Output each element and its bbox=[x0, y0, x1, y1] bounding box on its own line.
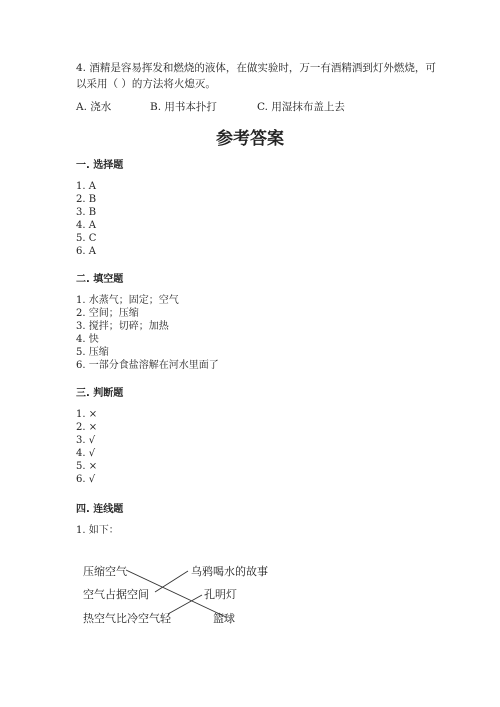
match-left-item: 热空气比冷空气轻 bbox=[83, 612, 171, 625]
section-heading-fill: 二. 填空题 bbox=[76, 274, 124, 285]
match-left-item: 压缩空气 bbox=[83, 565, 127, 578]
match-right-item: 篮球 bbox=[213, 612, 235, 625]
answer-item: 6. A bbox=[76, 246, 96, 257]
match-right-item: 孔明灯 bbox=[204, 588, 237, 601]
question-4-line-2: 以采用（ ）的方法将火熄灭。 bbox=[76, 78, 216, 90]
answer-item: 5. C bbox=[76, 233, 97, 244]
answer-item: 4. 快 bbox=[76, 334, 99, 345]
answer-item: 1. 水蒸气；固定；空气 bbox=[76, 295, 179, 306]
answer-item: 5. 压缩 bbox=[76, 347, 109, 358]
section-heading-match: 四. 连线题 bbox=[76, 504, 124, 515]
answer-item: 2. × bbox=[76, 422, 98, 433]
option-b: B. 用书本扑打 bbox=[150, 101, 217, 113]
answer-title: 参考答案 bbox=[216, 129, 284, 149]
option-a: A. 浇水 bbox=[76, 101, 112, 113]
section-heading-judge: 三. 判断题 bbox=[76, 388, 124, 399]
answer-item: 4. √ bbox=[76, 448, 96, 459]
answer-item: 2. B bbox=[76, 194, 97, 205]
answer-item: 3. √ bbox=[76, 435, 96, 446]
answer-item: 6. √ bbox=[76, 474, 96, 485]
match-intro: 1. 如下： bbox=[76, 525, 119, 536]
match-left-item: 空气占据空间 bbox=[83, 588, 149, 601]
section-heading-choice: 一. 选择题 bbox=[76, 160, 124, 171]
option-c: C. 用湿抹布盖上去 bbox=[257, 101, 345, 113]
answer-item: 6. 一部分食盐溶解在河水里面了 bbox=[76, 360, 219, 371]
answer-item: 1. A bbox=[76, 181, 96, 192]
answer-item: 1. × bbox=[76, 409, 98, 420]
answer-item: 3. 搅拌；切碎；加热 bbox=[76, 321, 169, 332]
answer-item: 2. 空间；压缩 bbox=[76, 308, 139, 319]
match-right-item: 乌鸦喝水的故事 bbox=[191, 565, 268, 578]
question-4-line-1: 4. 酒精是容易挥发和燃烧的液体，在做实验时，万一有酒精洒到灯外燃烧，可 bbox=[76, 62, 436, 74]
match-line-2 bbox=[155, 571, 188, 592]
answer-item: 5. × bbox=[76, 461, 98, 472]
answer-item: 4. A bbox=[76, 220, 96, 231]
answer-item: 3. B bbox=[76, 207, 97, 218]
